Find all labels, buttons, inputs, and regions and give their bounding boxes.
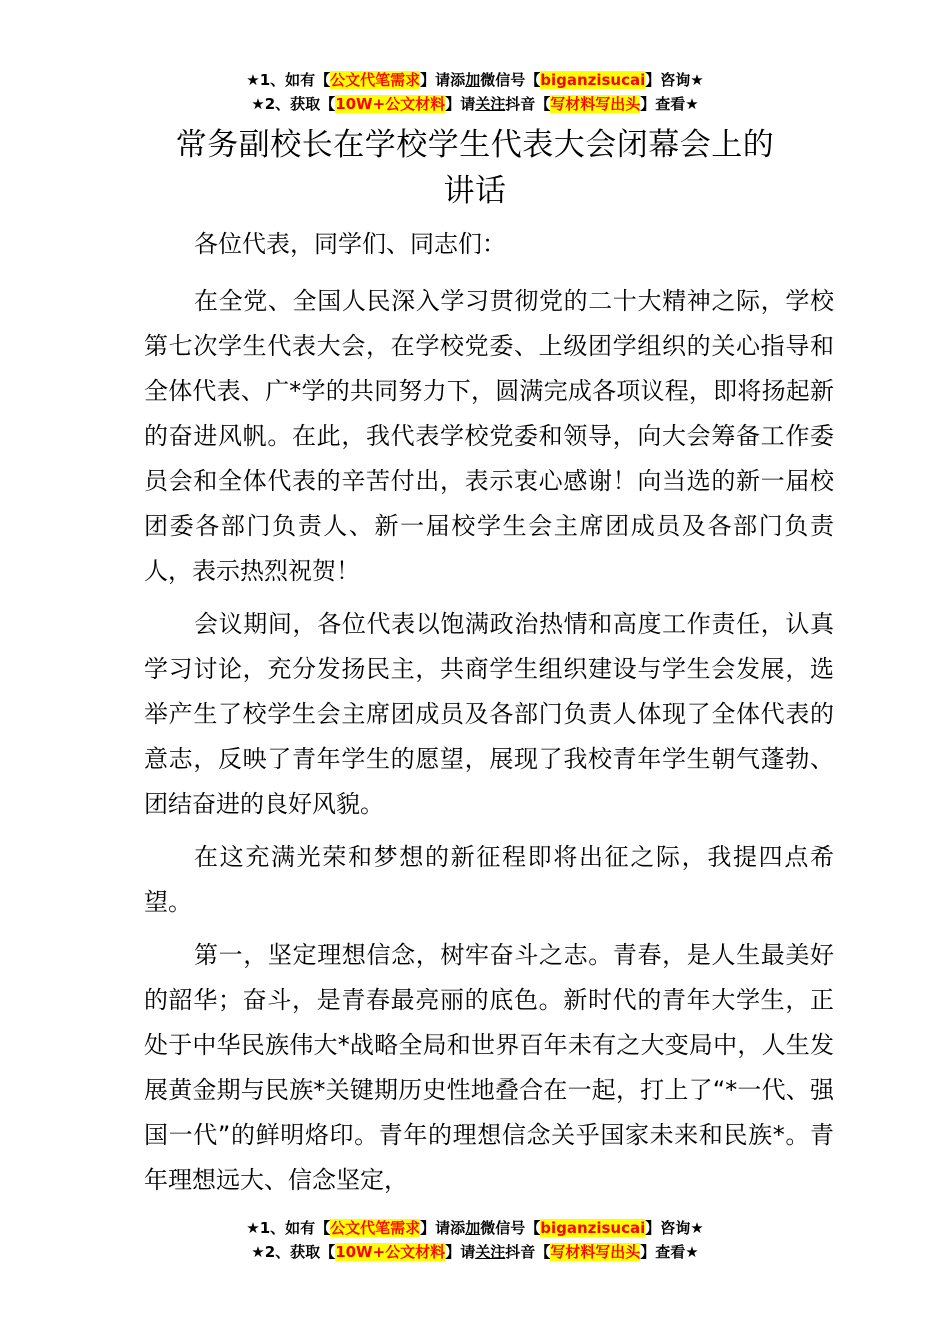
banner-highlight: 写材料写出头	[550, 1243, 641, 1261]
paragraph: 第一，坚定理想信念，树牢奋斗之志。青春，是人生最美好的韶华；奋斗，是青春最亮丽的底色。新时代的青年大学生，正处于中华民族伟大*战略全局和世界百年未有之大变局中，人生发展黄金期与民族*关键期历史性地叠合在一起，打上了“*一代、强国一代”的鲜明烙印。青年的理想信念关乎国家未来和民族*。青年理想远大、信念坚定，	[144, 941, 834, 1194]
banner-text: ★1、如有【	[246, 71, 331, 89]
banner-text: 】咨询★	[645, 1219, 704, 1237]
banner-text: 抖音【	[505, 95, 551, 113]
banner-text: 】查看★	[640, 95, 699, 113]
banner-text: ★2、获取【	[251, 95, 336, 113]
banner-text: 】请添	[420, 71, 466, 89]
banner-highlight: 公文代笔需求	[330, 1219, 421, 1237]
banner-underlined-text: 加	[465, 71, 481, 89]
banner-text: ★2、获取【	[251, 1243, 336, 1261]
banner-highlight: 写材料写出头	[550, 95, 641, 113]
banner-text: 】请	[445, 1243, 476, 1261]
banner-line-1	[0, 1216, 950, 1240]
banner-underlined-text: 关注	[475, 95, 506, 113]
banner-text: 】请添	[420, 1219, 466, 1237]
banner-text: 】咨询★	[645, 71, 704, 89]
banner-line-2	[0, 92, 950, 116]
paragraph: 会议期间，各位代表以饱满政治热情和高度工作责任，认真学习讨论，充分发扬民主，共商学生组织建设与学生会发展，选举产生了校学生会主席团成员及各部门负责人体现了全体代表的意志，反映了青年学生的愿望，展现了我校青年学生朝气蓬勃、团结奋进的良好风貌。	[144, 610, 834, 818]
banner-highlight: biganzisucai	[540, 71, 646, 89]
bottom-banner	[0, 1216, 950, 1264]
top-banner	[0, 68, 950, 116]
banner-text: 抖音【	[505, 1243, 551, 1261]
banner-text: 】查看★	[640, 1243, 699, 1261]
title-line-1: 常务副校长在学校学生代表大会闭幕会上的	[175, 127, 775, 163]
title-line-2: 讲话	[443, 173, 507, 209]
banner-line-2	[0, 1240, 950, 1264]
banner-text: ★1、如有【	[246, 1219, 331, 1237]
banner-line-1	[0, 68, 950, 92]
banner-underlined-text: 关注	[475, 1243, 506, 1261]
paragraph: 在这充满光荣和梦想的新征程即将出征之际，我提四点希望。	[144, 843, 834, 916]
document-body	[144, 222, 834, 1211]
banner-underlined-text: 加	[465, 1219, 481, 1237]
banner-text: 微信号【	[480, 71, 541, 89]
banner-text: 】请	[445, 95, 476, 113]
document-title	[120, 122, 830, 214]
banner-highlight: 10W+公文材料	[335, 1243, 446, 1261]
banner-highlight: biganzisucai	[540, 1219, 646, 1237]
salutation: 各位代表，同学们、同志们：	[194, 230, 506, 258]
banner-highlight: 10W+公文材料	[335, 95, 446, 113]
paragraph: 在全党、全国人民深入学习贯彻党的二十大精神之际，学校第七次学生代表大会，在学校党委、上级团学组织的关心指导和全体代表、广*学的共同努力下，圆满完成各项议程，即将扬起新的奋进风帆。在此，我代表学校党委和领导，向大会筹备工作委员会和全体代表的辛苦付出，表示衷心感谢！向当选的新一届校团委各部门负责人、新一届校学生会主席团成员及各部门负责人，表示热烈祝贺！	[144, 287, 834, 585]
banner-text: 微信号【	[480, 1219, 541, 1237]
banner-highlight: 公文代笔需求	[330, 71, 421, 89]
